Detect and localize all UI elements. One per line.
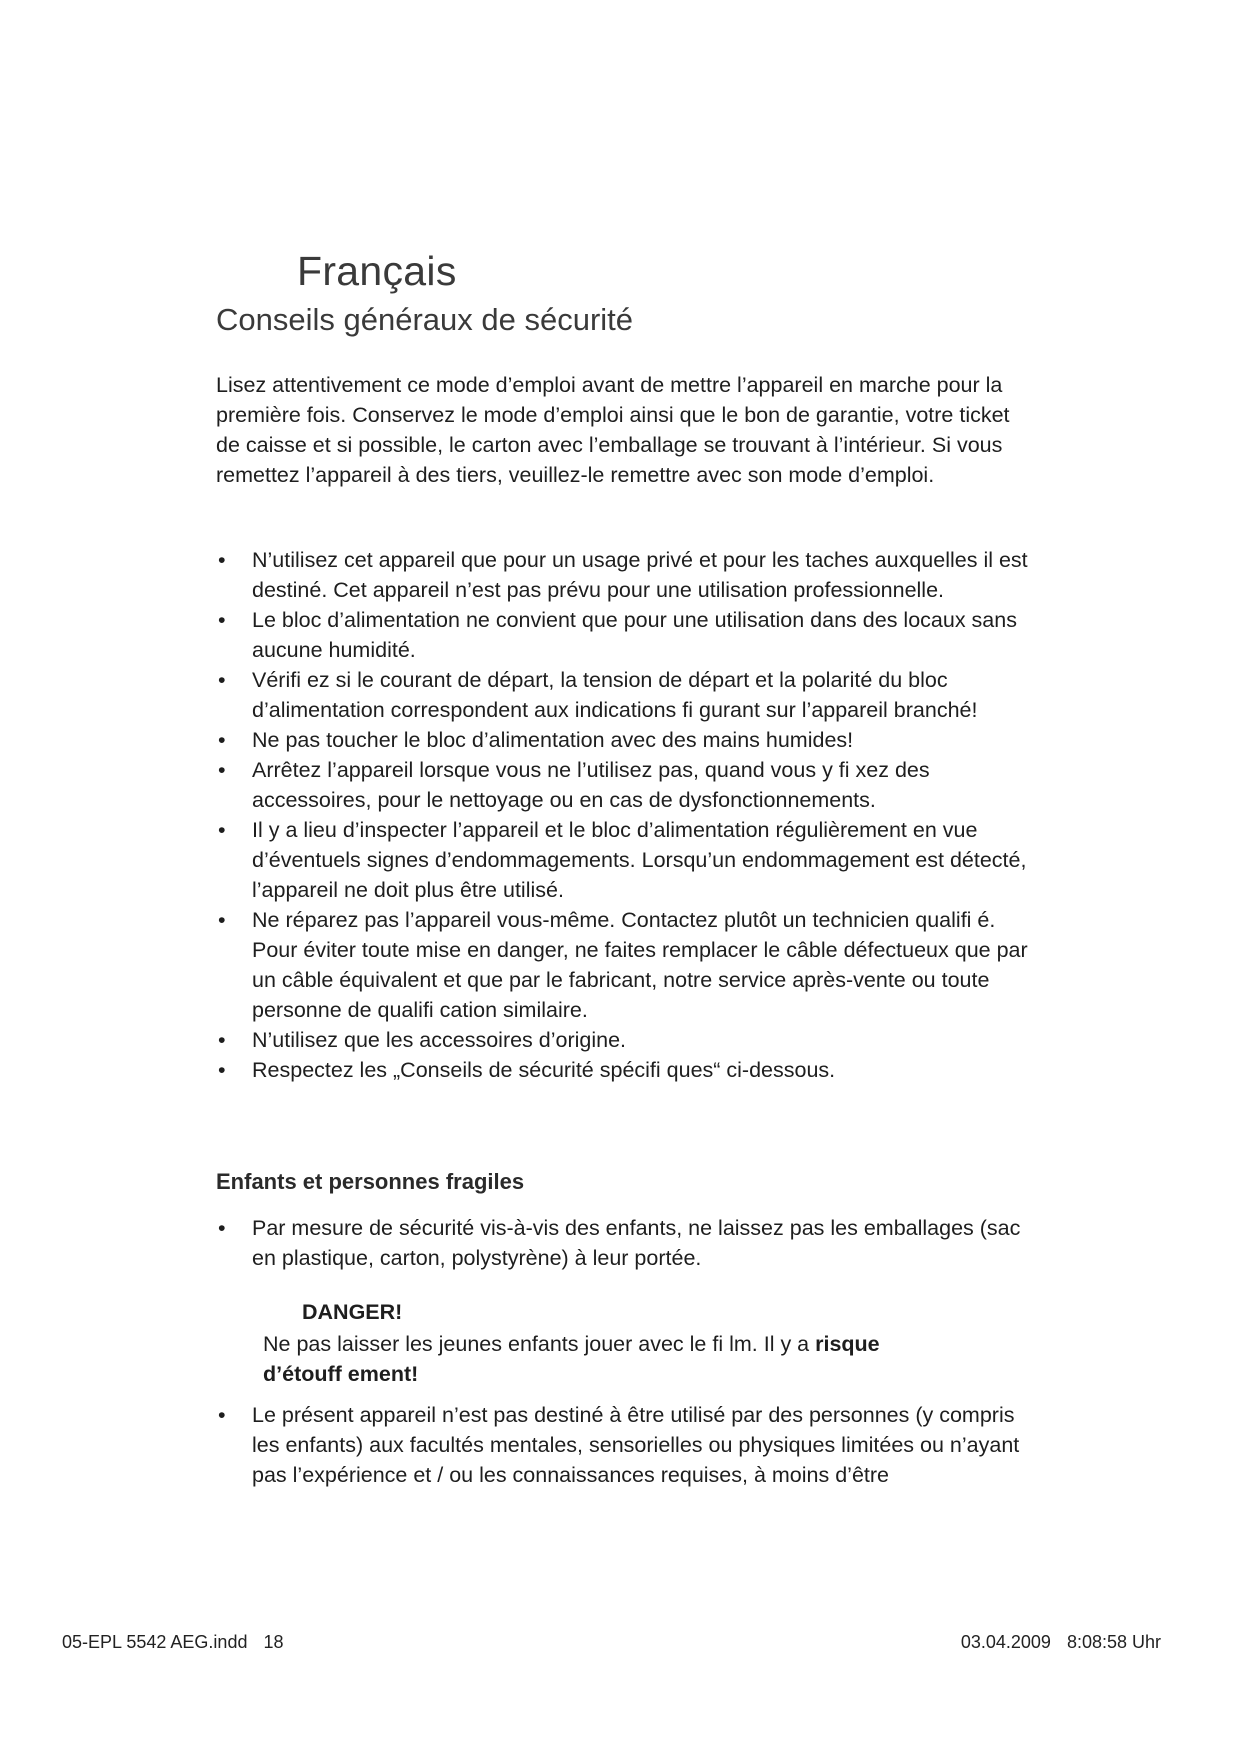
list-item: • N’utilisez cet appareil que pour un usage privé et pour les taches auxquelles il est destiné. Cet appareil n’est pas prévu pour une utilisation professionnelle. [216,545,1046,605]
footer-file-info [62,1632,284,1653]
footer-page-number: 18 [263,1632,284,1652]
danger-text: Ne pas laisser les jeunes enfants jouer avec le fi lm. Il y a risque d’étouff ement! [263,1332,880,1386]
bullet-icon: • [218,548,226,572]
list-item: • Par mesure de sécurité vis-à-vis des enfants, ne laissez pas les emballages (sac en plastique, carton, polystyrène) à leur portée. [216,1213,1046,1273]
list-item: • Ne réparez pas l’appareil vous-même. Contactez plutôt un technicien qualifi é. Pour éviter toute mise en danger, ne faites remplacer le câble défectueux que par un câble équivalent et que par le fabricant, notre service après-vente ou toute personne de qualifi cation similaire. [216,905,1046,1025]
bullet-icon: • [218,608,226,632]
list-item: • Vérifi ez si le courant de départ, la tension de départ et la polarité du bloc d’alimentation correspondent aux indications fi gurant sur l’appareil branché! [216,665,1046,725]
bullet-icon: • [218,1216,226,1240]
list-item: • Le présent appareil n’est pas destiné à être utilisé par des personnes (y compris les enfants) aux facultés mentales, sensorielles ou physiques limitées ou n’ayant pas l’expérience et / ou les connaissances requises, à moins d’être [216,1400,1046,1490]
list-item: • Respectez les „Conseils de sécurité spécifi ques“ ci-dessous. [216,1055,1046,1085]
bullet-icon: • [218,728,226,752]
bullet-icon: • [218,1058,226,1082]
footer-timestamp [961,1632,1161,1653]
list-item: • Le bloc d’alimentation ne convient que pour une utilisation dans des locaux sans aucune humidité. [216,605,1046,665]
list-item: • Arrêtez l’appareil lorsque vous ne l’utilisez pas, quand vous y fi xez des accessoires, pour le nettoyage ou en cas de dysfonctionnements. [216,755,1046,815]
bullet-icon: • [218,908,226,932]
section-title: Conseils généraux de sécurité [216,302,634,337]
danger-title: DANGER! [302,1300,403,1324]
children-bullet-list-2 [216,1400,1046,1490]
bullet-icon: • [218,1403,226,1427]
safety-bullet-list [216,545,1046,1085]
list-item: • Ne pas toucher le bloc d’alimentation avec des mains humides! [216,725,1046,755]
bullet-icon: • [218,1028,226,1052]
intro-paragraph: Lisez attentivement ce mode d’emploi avant de mettre l’appareil en marche pour la première fois. Conservez le mode d’emploi ainsi que le bon de garantie, votre ticket de caisse et si possible, le carton avec l’emballage se trouvant à l’intérieur. Si vous remettez l’appareil à des tiers, veuillez-le remettre avec son mode d’emploi. [216,373,1010,487]
list-item: • N’utilisez que les accessoires d’origine. [216,1025,1046,1055]
footer-filename: 05-EPL 5542 AEG.indd [62,1632,248,1652]
bullet-icon: • [218,818,226,842]
footer-date: 03.04.2009 [960,1632,1051,1652]
children-bullet-list [216,1213,1046,1273]
footer-time: 8:08:58 Uhr [1066,1632,1161,1652]
danger-emphasis: risque d’étouff ement! [263,1332,880,1386]
bullet-icon: • [218,668,226,692]
bullet-icon: • [218,758,226,782]
list-item: • Il y a lieu d’inspecter l’appareil et le bloc d’alimentation régulièrement en vue d’éventuels signes d’endommagements. Lorsqu’un endommagement est détecté, l’appareil ne doit plus être utilisé. [216,815,1046,905]
children-section-heading: Enfants et personnes fragiles [216,1169,525,1194]
language-title: Français [297,248,457,294]
